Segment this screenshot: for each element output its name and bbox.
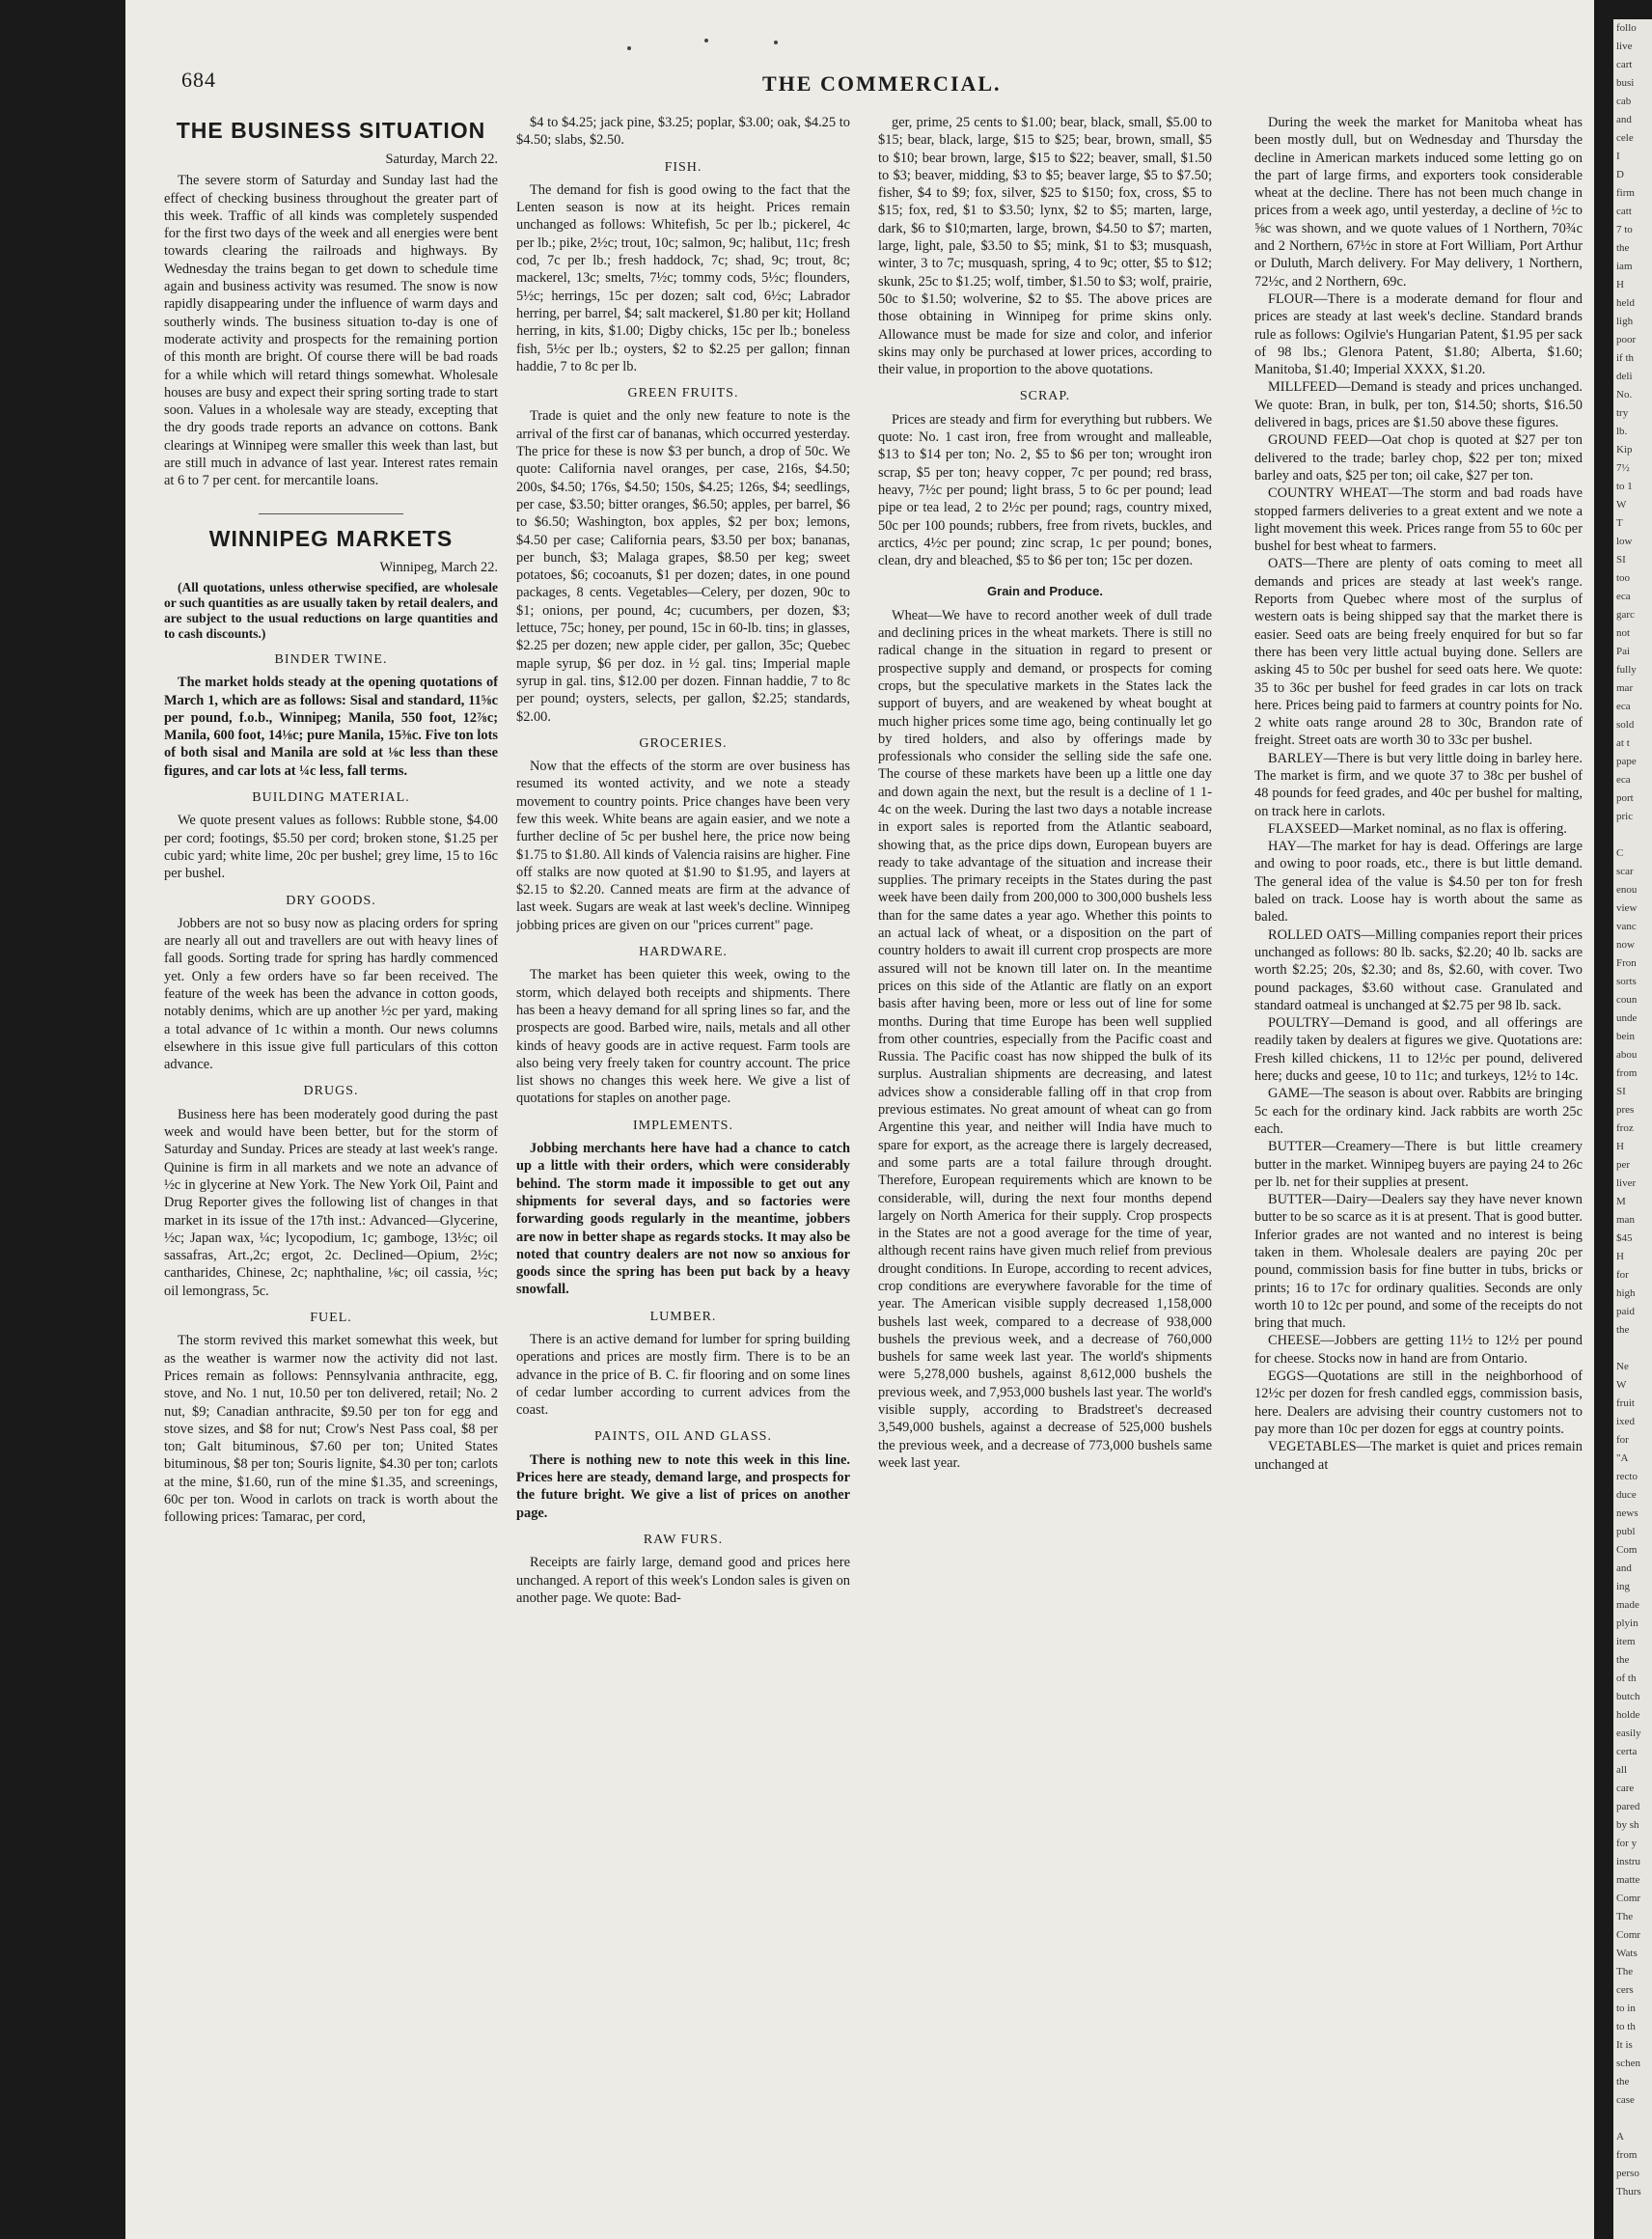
adjacent-page-fragment: live [1616,41,1633,52]
section-body: $4 to $4.25; jack pine, $3.25; poplar, $3.00; oak, $4.25 to $4.50; slabs, $2.50. [516,115,850,149]
adjacent-page-fragment: to in [1616,2003,1636,2014]
section-body: FLOUR—There is a moderate demand for flour and prices are steady at last week's decline. Standard brands rule as follows: Ogilvie's Hungarian Patent, $1.95 per sack of 98 lbs.; Glenora Patent, $1.80; Alberta, $1.60; Manitoba, $1.40; Imperial XXXX, $1.20. [1254,290,1583,378]
adjacent-page-fragment: instru [1616,1856,1641,1867]
adjacent-page-fragment: firm [1616,187,1635,199]
adjacent-page-fragment: The [1616,1966,1634,1977]
adjacent-page-fragment: cab [1616,96,1632,107]
adjacent-page-fragment: "A [1616,1452,1629,1464]
adjacent-page-fragment: of th [1616,1672,1637,1684]
adjacent-page-fragment: froz [1616,1122,1634,1134]
adjacent-page-fragment: catt [1616,206,1632,217]
column-3 [878,114,1212,2218]
section-body: Wheat—We have to record another week of dull trade and declining prices in the wheat markets. There is still no radical change in the situation in regard to present or prospective supply and demand, or prospects for coming crops, but the speculative markets in the States lack the support of buyers, and are weakened by wheat bought at much higher prices some time ago, being continually let go by tired holders, and also by offerings made by professionals who consider the selling side the safe one. The course of these markets have been up a little one day and down again the next, but the result is a decline of 1 1-4c on the week. During the last two days a notable increase in export sales is reported from the Atlantic seaboard, showing that, as the price dips down, European buyers are ready to take advantage of the situation and increase their supplies. The primary receipts in the States during the past week have been daily from 200,000 to 300,000 bushels less than for the same dates a year ago. Whether this points to an actual lack of wheat, or a disposition on the part of country holders to await ill current crop prospects are more assured will not be known till later on. In the meantime prices on this side of the Atlantic are flatly on an export basis after having been, more or less out of line for some months. During that time Europe has been well supplied from other countries, especially from the Pacific coast and Russia. The Pacific coast has now shipped the bulk of its surplus. Australian shipments are decreasing, and latest advices show a considerable falling off in that crop from previous estimates. No great amount of wheat can go from Argentine this year, and neither will India have much to spare for export, as the acreage there is largely decreased, and some parts are a total failure through drought. Therefore, European requirements which are known to be considerable, will, during the next four months depend largely on North America for their supply. Crop prospects in the States are not a good average for the time of year, although recent rains have given much relief from previous drought conditions. In Europe, according to recent advices, crop conditions are everywhere favorable for the time of year. The American visible supply decreased 1,158,000 bushels last week, compared to a decrease of 938,000 bushels the previous week, and a decrease of 760,000 bushels for same week last year. The world's shipments were 5,278,000 bushels, against 8,612,000 bushels the previous week, and 7,953,000 bushels last year. The world's visible supply, according to Bradstreet's decreased 3,549,000 bushels, against a decrease of 525,000 bushels the previous week, and a decrease of 773,000 bushels same week last year. [878,607,1212,1471]
adjacent-page-fragment: and [1616,1562,1632,1574]
adjacent-page-fragment: H [1616,279,1624,290]
adjacent-page-fragment: ligh [1616,316,1634,327]
column-4 [1254,114,1583,2218]
adjacent-page-fragment: A [1616,2131,1624,2142]
section-body: There is an active demand for lumber for spring building operations and prices are mostly firm. There is to be an advance in the price of B. C. fir flooring and on some lines of cedar lumber according to current advices from the coast. [516,1332,850,1419]
adjacent-page-fragment: It is [1616,2039,1633,2051]
adjacent-page-fragment: port [1616,792,1634,804]
section-heading: BINDER TWINE. [274,651,388,667]
adjacent-page-fragment [1613,2110,1652,2128]
section-body: OATS—There are plenty of oats coming to meet all demands and prices are steady at last week's range. Reports from Quebec where most of the surplus of western oats is being shipped say that the market there is easier. Seed oats are being freely enquired for but so far there has been very little actual buying done. Sellers are asking 45 to 50c per bushel for seed oats here. We quote: 35 to 36c per bushel for feed grades in car lots on track here. Prices being paid to farmers at country points for No. 2 white oats range around 28 to 30c, Brandon rate of freight. Street oats are worth 30 to 33c per bushel. [1254,556,1583,749]
adjacent-page-fragment: follo [1616,22,1637,34]
adjacent-page-fragment: not [1616,627,1631,639]
adjacent-page-fragment: T [1616,517,1623,529]
adjacent-page-fragment: The [1616,1911,1634,1922]
adjacent-page-fragment: pared [1616,1801,1640,1812]
column-2 [516,114,850,2218]
adjacent-page-fragment [1613,826,1652,844]
section-heading: GREEN FRUITS. [627,386,739,401]
adjacent-page-fragment: mar [1616,682,1634,694]
adjacent-page-fragment: paid [1616,1306,1635,1317]
adjacent-page-fragment: now [1616,939,1635,951]
adjacent-page-fragment: SI [1616,1086,1626,1097]
newspaper-page [125,0,1594,2239]
section-body: Receipts are fairly large, demand good and prices here unchanged. A report of this week's London sales is given on another page. We quote: Bad- [516,1555,850,1606]
adjacent-page-fragment: from [1616,2149,1638,2161]
adjacent-page-fragment: duce [1616,1489,1637,1501]
adjacent-page-fragment: try [1616,407,1629,419]
section-body: GAME—The season is about over. Rabbits are bringing 5c each for the ordinary kind. Jack rabbits are worth 25c each. [1254,1086,1583,1137]
section-heading: FISH. [664,159,702,175]
adjacent-page-fragment: recto [1616,1471,1638,1482]
adjacent-page-fragment: eca [1616,701,1631,712]
column-3-sections [878,114,1212,1472]
section-body: ger, prime, 25 cents to $1.00; bear, black, small, $5.00 to $15; bear, black, large, $15 to $25; bear, brown, small, $5 to $10; bear brown, large, $15 to $22; beaver, small, $1.50 to $3; beaver, midding, $3 to $5; beaver large, $5 to $7.50; fisher, $4 to $9; fox, silver, $25 to $150; fox, cross, $5 to $15; fox, red, $1 to $3.50; lynx, $2 to $5; marten, large, dark, $6 to $10;marten, large, brown, $4.50 to $7; marten, large, light, pale, $3.50 to $5; mink, $1 to $3; musquash, winter, 3 to 7c; musquash, spring, 4 to 9c; otter, $5 to $12; skunk, 25c to $1.25; wolf, timber, $1.50 to $3; wolf, prairie, 50c to $1.50; wolverine, $2 to $5. The above prices are those obtaining in Winnipeg for prime skins only. Allowance must be made for size and color, and inferior skins may only be purchased at lower prices, according to their value, in proportion to the above quotations. [878,115,1212,378]
adjacent-page-fragment: butch [1616,1691,1640,1702]
adjacent-page-fragment: plyin [1616,1617,1638,1629]
winnipeg-markets-note: (All quotations, unless otherwise specified, are wholesale or such quantities as are usually taken by retail dealers, and are subject to the usual reductions on large quantities and to cash discounts.) [164,579,498,641]
section-heading: BUILDING MATERIAL. [252,790,410,806]
section-body: COUNTRY WHEAT—The storm and bad roads have stopped farmers deliveries to a great extent and we note a light movement this week. Prices range from 55 to 60c per bushel for best wheat to farmers. [1254,485,1583,555]
adjacent-page-fragment: SI [1616,554,1626,566]
adjacent-page-fragment: 7 to [1616,224,1633,235]
section-body: BUTTER—Dairy—Dealers say they have never known butter to be so scarce as it is at present. That is good butter. Inferior grades are not wanted and no interest is being taken in them. Wholesale dealers are paying 20c per pound, commission basis for fine butter in tubs, bricks or prints; 16 to 17c for ordinary qualities. Seconds are only worth 10 to 12c per pound, and some of the receipts do not bring that much. [1254,1192,1583,1332]
adjacent-page-fragment: Comr [1616,1893,1641,1904]
adjacent-page-fragment: pres [1616,1104,1635,1116]
adjacent-page-fragment: vanc [1616,921,1637,932]
section-body: GROUND FEED—Oat chop is quoted at $27 per ton delivered to the trade; barley chop, $22 per ton; mixed barley and oats, $25 per ton; oil cake, $27 per ton. [1254,432,1583,484]
winnipeg-markets-date: Winnipeg, March 22. [379,559,498,575]
paper-speck [704,39,708,42]
adjacent-page-fragment: too [1616,572,1631,584]
adjacent-page-fragment: schen [1616,2058,1641,2069]
adjacent-page-fragment: man [1616,1214,1635,1226]
adjacent-page-fragment: eca [1616,591,1631,602]
adjacent-page-fragment: H [1616,1141,1624,1152]
paper-speck [627,46,631,50]
adjacent-page-fragment: pape [1616,756,1637,767]
adjacent-page-fragment: $45 [1616,1232,1633,1244]
column-1-sections [164,651,498,1527]
section-heading: FUEL. [310,1311,352,1326]
section-body: EGGS—Quotations are still in the neighborhood of 12½c per dozen for fresh candled eggs, commission basis, here. Dealers are advising their country customers not to pay more than 10c per dozen for eggs at country points. [1254,1368,1583,1437]
adjacent-page-fragment: the [1616,1324,1630,1336]
adjacent-page-fragment: ing [1616,1581,1631,1592]
section-body: We quote present values as follows: Rubble stone, $4.00 per cord; footings, $5.50 per cord; broken stone, $1.25 per cubic yard; white lime, 20c per bushel; grey lime, 15 to 16c per bushel. [164,813,498,882]
adjacent-page-fragment: from [1616,1067,1638,1079]
section-body: The market holds steady at the opening quotations of March 1, which are as follows: Sisal and standard, 11⅝c per pound, f.o.b., Winnipeg; Manila, 550 foot, 12⅞c; Manila, 600 foot, 14⅛c; pure Manila, 15⅜c. Five ton lots of both sisal and Manila are sold at ⅛c less than these figures, and car lots at ¼c less, fall terms. [164,675,498,779]
adjacent-page-fragment: the [1616,2076,1630,2087]
adjacent-page-fragment: garc [1616,609,1635,621]
section-body: During the week the market for Manitoba wheat has been mostly dull, but on Wednesday and Thursday the decline in American markets induced some letting go on the part of large firms, and exporters took considerable wheat at the decline. There has not been much change in prices from a week ago, until yesterday, a decline of ½c to ⅝c was shown, and we quote values of 1 Northern, 70¾c and 2 Northern, 67½c in store at Fort William, Port Arthur or Duluth, March delivery. For May delivery, 1 Northern, 72½c, and 2 Northern, 69c. [1254,115,1583,290]
section-body: BARLEY—There is but very little doing in barley here. The market is firm, and we quote 37 to 38c per bushel of 48 pounds for feed grades, and 40c per bushel for malting, on track here in carlots. [1254,750,1583,819]
adjacent-page-fragment: pric [1616,811,1634,822]
adjacent-page-fragment: bein [1616,1031,1635,1042]
adjacent-page-fragment: Thurs [1616,2186,1641,2198]
section-heading: Grain and Produce. [987,584,1103,599]
adjacent-page-fragment: high [1616,1287,1636,1299]
adjacent-page-fragment: per [1616,1159,1631,1171]
adjacent-page-fragment: perso [1616,2168,1639,2179]
section-body: CHEESE—Jobbers are getting 11½ to 12½ per pound for cheese. Stocks now in hand are from Ontario. [1254,1333,1583,1367]
adjacent-page-fragment: enou [1616,884,1638,896]
adjacent-page-fragment: Fron [1616,957,1637,969]
adjacent-page-fragment: liver [1616,1177,1637,1189]
adjacent-page-fragment: publ [1616,1526,1636,1537]
adjacent-page-fragment: lb. [1616,426,1628,437]
column-1 [164,114,498,2218]
adjacent-page-fragment: iam [1616,261,1633,272]
section-heading: DRUGS. [303,1084,359,1099]
section-body: Trade is quiet and the only new feature to note is the arrival of the first car of bananas, which occurred yesterday. The price for these is now $3 per bunch, a drop of 50c. We quote: California navel oranges, per case, 216s, $4.50; 200s, $4.50; 176s, $4.50; 150s, $4.25; 126s, $4; seedlings, per case, $3.50; bitter oranges, $6.50; apples, per barrel, $6 to $6.50; Washington, box apples, $2 per box; lemons, $4.50 per case; California pears, $3.50 per box; bananas, per bunch, $3; Malaga grapes, $8.50 per keg; sweet potatoes, $6; cocoanuts, $1 per dozen; dates, in one pound packages, 8 cents. Vegetables—Celery, per dozen, 90c to $1; onions, per pound, 4c; cucumbers, per dozen, $3; lettuce, 75c; honey, per pound, 15c in 60-lb. tins; in glasses, $2.25 per dozen; new apple cider, per gallon, 35c; Quebec maple syrup, $6 per doz. in ½ gal. tins; Imperial maple syrup in gal. tins, $12.00 per dozen. Finnan haddie, 7 to 8c per pound; oysters, selects, per gallon, $2.25; standards, $2.00. [516,408,850,725]
adjacent-page-fragment: Ne [1616,1361,1629,1372]
section-heading: GROCERIES. [639,735,728,751]
adjacent-page-fragment: matte [1616,1874,1640,1886]
adjacent-page-fragment: for y [1616,1838,1638,1849]
section-body: The storm revived this market somewhat this week, but as the weather is warmer now the activity did not last. Prices remain as follows: Pennsylvania anthracite, egg, stove, and No. 1 nut, 10.50 per ton delivered, retail; No. 2 nut, $9; Canadian anthracite, $9.50 per ton for egg and stove sizes, and $8 for nut; Crow's Nest Pass coal, $8 per ton; Galt bituminous, $7.60 per ton; United States bituminous, $8 per ton; Souris lignite, $4.30 per ton; carlots at the mine, $1.60, run of the mine $1.35, and screenings, 60c per ton. Wood in carlots on track is worth about the following prices: Tamarac, per cord, [164,1333,498,1526]
section-body: ROLLED OATS—Milling companies report their prices unchanged as follows: 80 lb. sacks, $2.20; 40 lb. sacks are worth $2.25; 20s, $2.30; and 8s, $2.60, with cover. Two pound packages, $3.60 without case. Granulated and standard oatmeal is unchanged at $2.75 per 98 lb. sack. [1254,926,1583,1013]
adjacent-page-fragment: H [1616,1251,1624,1262]
adjacent-page-fragment: abou [1616,1049,1638,1061]
adjacent-page-fragment: easily [1616,1728,1641,1739]
adjacent-page-fragment: deli [1616,371,1633,382]
adjacent-page-fragment: ixed [1616,1416,1635,1427]
section-heading: DRY GOODS. [286,893,376,908]
section-body: Now that the effects of the storm are over business has resumed its wonted activity, and we note a steady movement to country points. Price changes have been very few this week. White beans are again easier, and we note a further decline of 5c per bushel here, the price now being $1.75 to $1.80. All kinds of Valencia raisins are higher. Fine off stalks are now quoted at $1.90 to $1.95, and layers at $2.15 to $2.20. Canned meats are firm at the advance of last week. Sugars are weak at last week's decline. Winnipeg jobbing prices are given on our "prices current" page. [516,759,850,933]
section-body: The demand for fish is good owing to the fact that the Lenten season is now at its height. Prices remain unchanged as follows: Whitefish, 5c per lb.; pickerel, 4c per lb.; pike, 2½c; trout, 10c; salmon, 9c; halibut, 11c; fresh cod, 7c per lb.; fresh haddock, 7c; shad, 9c; trout, 8c; mackerel, 13c; smelts, 7½c; tommy cods, 5½c; flounders, 5½c; herrings, 15c per dozen; salt cod, 6½c; Labrador herring, per barrel, $4; salt mackerel, $1.80 per kit; Holland herring, in kits, $1.00; Digby chicks, 15c per lb.; boneless fish, 5½c per lb.; oysters, $2 to $2.25 per gallon; finnan haddie, 7 to 8c per lb. [516,181,850,374]
adjacent-page-fragment: the [1616,242,1630,254]
adjacent-page-fragment: unde [1616,1012,1638,1024]
section-body: VEGETABLES—The market is quiet and prices remain unchanged at [1254,1439,1583,1473]
adjacent-page-fragment: to 1 [1616,481,1633,492]
adjacent-page-fragment: Com [1616,1544,1638,1556]
adjacent-page-fragment: No. [1616,389,1633,401]
adjacent-page-fragment: held [1616,297,1635,309]
adjacent-page-fragment: for [1616,1269,1629,1281]
section-body: Business here has been moderately good during the past week and would have been better, but for the storm of Saturday and Sunday. Prices are steady at last week's range. Quinine is firm in all markets and we note an advance of ½c in glycerine at New York. The New York Oil, Paint and Drug Reporter gives the following list of changes in that market in its issue of the 17th inst.: Advanced—Glycerine, ½c; Japan wax, ¼c; lycopodium, 1c; gamboge, 13½c; oil sassafras, Art.,2c; ergot, 2c. Declined—Opium, 2½c; cantharides, Chinese, 2c; naphthaline, ⅛c; oil cassia, ½c; oil lemongrass, 5c. [164,1106,498,1299]
section-body: BUTTER—Creamery—There is but little creamery butter in the market. Winnipeg buyers are paying 24 to 26c per lb. net for their supplies at present. [1254,1139,1583,1190]
adjacent-page-fragment: certa [1616,1746,1638,1757]
adjacent-page-fragment: made [1616,1599,1639,1611]
section-heading: RAW FURS. [643,1532,724,1547]
section-heading: PAINTS, OIL AND GLASS. [594,1429,772,1445]
adjacent-page-fragment: by sh [1616,1819,1639,1831]
adjacent-page-fragment: if th [1616,352,1635,364]
adjacent-page-fragment: holde [1616,1709,1640,1721]
adjacent-page-fragment: fully [1616,664,1637,676]
page-number: 684 [181,68,216,92]
adjacent-page-fragment: sorts [1616,976,1637,987]
business-situation-title: THE BUSINESS SITUATION [176,118,486,143]
adjacent-page-fragment: I [1616,151,1620,162]
adjacent-page-fragment: care [1616,1783,1635,1794]
section-body: MILLFEED—Demand is steady and prices unchanged. We quote: Bran, in bulk, per ton, $14.50; shorts, $16.50 delivered in bags, prices are $1.50 above these figures. [1254,379,1583,431]
adjacent-page-fragment: cele [1616,132,1634,144]
section-body: There is nothing new to note this week in this line. Prices here are steady, demand large, and prospects for the future bright. We give a list of prices on another page. [516,1451,850,1521]
section-body: HAY—The market for hay is dead. Offerings are large and owing to poor roads, etc., there is but little demand. The general idea of the value is $4.50 per ton for fresh baled on track. Loose hay is worth about the same as baled. [1254,839,1583,926]
section-heading: IMPLEMENTS. [633,1118,733,1133]
business-situation-date: Saturday, March 22. [385,152,498,167]
section-body: Jobbers are not so busy now as placing orders for spring are nearly all out and travellers are out with heavy lines of fall goods. Sorting trade for spring has hardly commenced yet. Only a few orders have so far been received. The feature of the week has been the advance in cotton goods, notably denims, which are up another ½c per yard, making a total advance of 1c within a month. Our news columns elsewhere in this issue give full particulars of this cotton advance. [164,915,498,1073]
adjacent-page-fragment: and [1616,114,1632,125]
paper-speck [774,41,778,44]
adjacent-page-fragment: Pai [1616,646,1631,657]
section-heading: SCRAP. [1019,389,1071,404]
adjacent-page-fragment: Comr [1616,1929,1641,1941]
section-body: Prices are steady and firm for everything but rubbers. We quote: No. 1 cast iron, free from wrought and malleable, $13 to $14 per ton; No. 2, $5 to $6 per ton; wrought iron scrap, $5 per ton; heavy copper, 7c per pound; red brass, heavy, 7½c per pound; light brass, 5 to 6c per pound; lead pipe or tea lead, 2 to 2½c per pound; rags, country mixed, 50c per 100 pounds; rubbers, free from rivets, buckles, and arctics, 4½c per pound; zinc scrap, 1c per pound; bones, clean, dry and bleached, $5 to $6 per ton; 15c per dozen. [878,411,1212,569]
adjacent-page-fragment: sold [1616,719,1635,731]
adjacent-page-strip [1613,19,1652,2239]
adjacent-page-fragment: low [1616,536,1633,547]
column-4-sections [1254,114,1583,1474]
adjacent-page-fragment: poor [1616,334,1637,346]
adjacent-page-fragment [1613,1340,1652,1358]
masthead: THE COMMERCIAL. [762,71,1002,96]
section-divider [259,513,403,514]
adjacent-page-fragment: fruit [1616,1397,1635,1409]
adjacent-page-fragment: 7½ [1616,462,1630,474]
adjacent-page-fragment: to th [1616,2021,1636,2032]
adjacent-page-fragment: Wats [1616,1948,1638,1959]
business-situation-body: The severe storm of Saturday and Sunday last had the effect of checking business throughout the greater part of this week. Traffic of all kinds was completely suspended for the first two days of the week and all energies were bent towards clearing the railroads and highways. By Wednesday the trains began to get down to schedule time again and business activity was resumed. The snow is now rapidly disappearing under the influence of warm days and southerly winds. The business situation to-day is one of moderate activity and prospects for the remaining portion of this month are bright. Of course there will be bad roads for a while which will retard things somewhat. Wholesale houses are busy and expect their spring sorting trade to start soon. Values in a wholesale way are steady, excepting that the dry goods trade reports an advance on cottons. Bank clearings at Winnipeg were smaller this week than last, but are still much in advance of last year. Interest rates remain at 6 to 7 per cent. for mercantile loans. [164,173,498,489]
adjacent-page-fragment: at t [1616,737,1630,749]
section-body: POULTRY—Demand is good, and all offerings are readily taken by dealers at figures we give. Quotations are: Fresh killed chickens, 11 to 12½c per pound, delivered here; ducks and geese, 10 to 11c; and turkeys, 12½ to 14c. [1254,1015,1583,1085]
adjacent-page-fragment: M [1616,1196,1626,1207]
adjacent-page-fragment: cers [1616,1984,1634,1996]
adjacent-page-fragment: coun [1616,994,1638,1006]
section-heading: LUMBER. [649,1309,717,1324]
adjacent-page-fragment: item [1616,1636,1636,1647]
adjacent-page-fragment: for [1616,1434,1629,1446]
adjacent-page-fragment: busi [1616,77,1635,89]
adjacent-page-fragment: case [1616,2094,1635,2106]
winnipeg-markets-title: WINNIPEG MARKETS [208,525,454,551]
column-2-sections [516,114,850,1607]
section-heading: HARDWARE. [639,945,728,960]
adjacent-page-fragment: all [1616,1764,1627,1776]
adjacent-page-fragment: W [1616,1379,1627,1391]
adjacent-page-fragment: C [1616,847,1624,859]
adjacent-page-fragment: view [1616,902,1638,914]
adjacent-page-fragment: eca [1616,774,1631,786]
section-body: Jobbing merchants here have had a chance to catch up a little with their orders, which were considerably behind. The storm made it impossible to get out any shipments for several days, and so factories were forwarding goods regularly in the meantime, jobbers are now in better shape as regards stocks. It may also be noted that country dealers are not now so anxious for goods since the spring has been put back by a heavy snowfall. [516,1141,850,1298]
adjacent-page-fragment: W [1616,499,1627,511]
section-body: FLAXSEED—Market nominal, as no flax is offering. [1268,820,1567,837]
adjacent-page-fragment: cart [1616,59,1633,70]
adjacent-page-fragment: Kip [1616,444,1633,456]
adjacent-page-fragment: news [1616,1507,1638,1519]
adjacent-page-fragment: the [1616,1654,1630,1666]
adjacent-page-fragment: scar [1616,866,1634,877]
adjacent-page-fragment: D [1616,169,1624,180]
section-body: The market has been quieter this week, owing to the storm, which delayed both receipts and shipments. There has been a heavy demand for all spring lines so far, and the prospects are good. Barbed wire, nails, metals and all other kinds of heavy goods are in active request. Farm tools are also being very freely taken for country account. The price list shows no changes this week here. We give a list of quotations for staples on another page. [516,967,850,1107]
